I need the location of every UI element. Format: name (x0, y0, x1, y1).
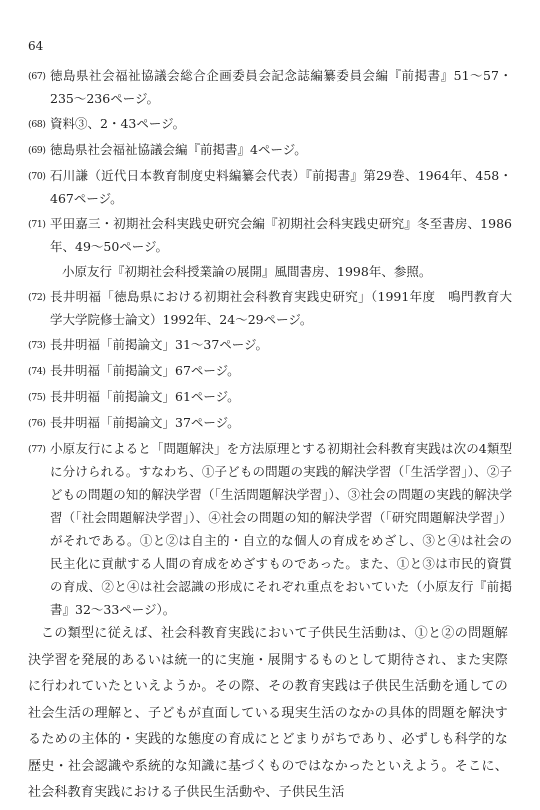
endnote-75 (28, 385, 512, 409)
endnote-71-continuation: 小原友行『初期社会科授業論の展開』風間書房、1998年、参照。 (62, 264, 432, 279)
endnote-number: (67) (28, 71, 46, 82)
endnote-text: 小原友行によると「問題解決」を方法原理とする初期社会科教育実践は次の4類型に分けられる。すなわち、①子どもの問題の実践的解決学習（「生活学習」）、②子どもの問題の知的解決学習（「生活問題解決学習」）、③社会の問題の実践的解決学習（「社会問題解決学習」）、④社会の問題の知的解決学習（「研究問題解決学習」）がそれである。①と②は自主的・自立的な個人の育成をめざし、③と④は社会の民主化に貢献する人間の育成をめざすものであった。また、①と③は市民的資質の育成、②と④は社会認識の形成にそれぞれ重点をおいていた（小原友行『前掲書』32〜33ページ）。 (50, 441, 512, 617)
body-paragraph: この類型に従えば、社会科教育実践において子供民生活動は、①と②の問題解決学習を発展的あるいは統一的に実施・展開するものとして期待され、また実際に行われていたといえようか。その際、その教育実践は子供民生活動を通しての社会生活の理解と、子どもが直面している現実生活のなかの具体的問題を解決するための主体的・実践的な態度の育成にとどまりがちであり、必ずしも科学的な歴史・社会認識や系統的な知識に基づくものではなかったといえよう。そこに、社会科教育実践における子供民生活動や、子供民生活 (28, 626, 508, 800)
endnote-text: 石川謙（近代日本教育制度史料編纂会代表）『前掲書』第29巻、1964年、458・467ページ。 (50, 168, 512, 206)
endnote-number: (69) (28, 145, 46, 156)
endnote-68 (28, 112, 512, 136)
endnote-text: 長井明福「前掲論文」67ページ。 (50, 363, 240, 378)
endnote-text: 徳島県社会福祉協議会総合企画委員会記念誌編纂委員会編『前掲書』51〜57・235〜236ページ。 (50, 68, 512, 106)
endnote-70 (28, 164, 512, 210)
endnote-text: 長井明福「前掲論文」37ページ。 (50, 415, 240, 430)
endnote-77 (28, 437, 512, 621)
endnote-number: (70) (28, 171, 46, 182)
endnote-number: (75) (28, 392, 46, 403)
endnote-text: 長井明福「前掲論文」31〜37ページ。 (50, 337, 269, 352)
endnote-number: (71) (28, 219, 46, 230)
endnote-76 (28, 411, 512, 435)
endnote-72 (28, 285, 512, 331)
endnote-number: (72) (28, 292, 46, 303)
endnote-text: 平田嘉三・初期社会科実践史研究会編『初期社会科実践史研究』冬至書房、1986年、49〜50ページ。 (50, 216, 512, 254)
endnote-number: (68) (28, 119, 46, 130)
endnote-number: (74) (28, 366, 46, 377)
endnote-number: (77) (28, 444, 46, 455)
page-number: 64 (28, 39, 44, 53)
endnote-69 (28, 138, 512, 162)
endnote-number: (76) (28, 418, 46, 429)
endnotes-list (28, 64, 512, 623)
endnote-text: 徳島県社会福祉協議会編『前掲書』4ページ。 (50, 142, 307, 157)
endnote-text: 資料③、2・43ページ。 (50, 116, 186, 131)
endnote-73 (28, 333, 512, 357)
endnote-71 (28, 212, 512, 258)
endnote-67 (28, 64, 512, 110)
endnote-number: (73) (28, 340, 46, 351)
endnote-text: 長井明福「前掲論文」61ページ。 (50, 389, 240, 404)
endnote-74 (28, 359, 512, 383)
endnote-text: 長井明福「徳島県における初期社会科教育実践史研究」（1991年度 鳴門教育大学大学院修士論文）1992年、24〜29ページ。 (50, 289, 512, 327)
